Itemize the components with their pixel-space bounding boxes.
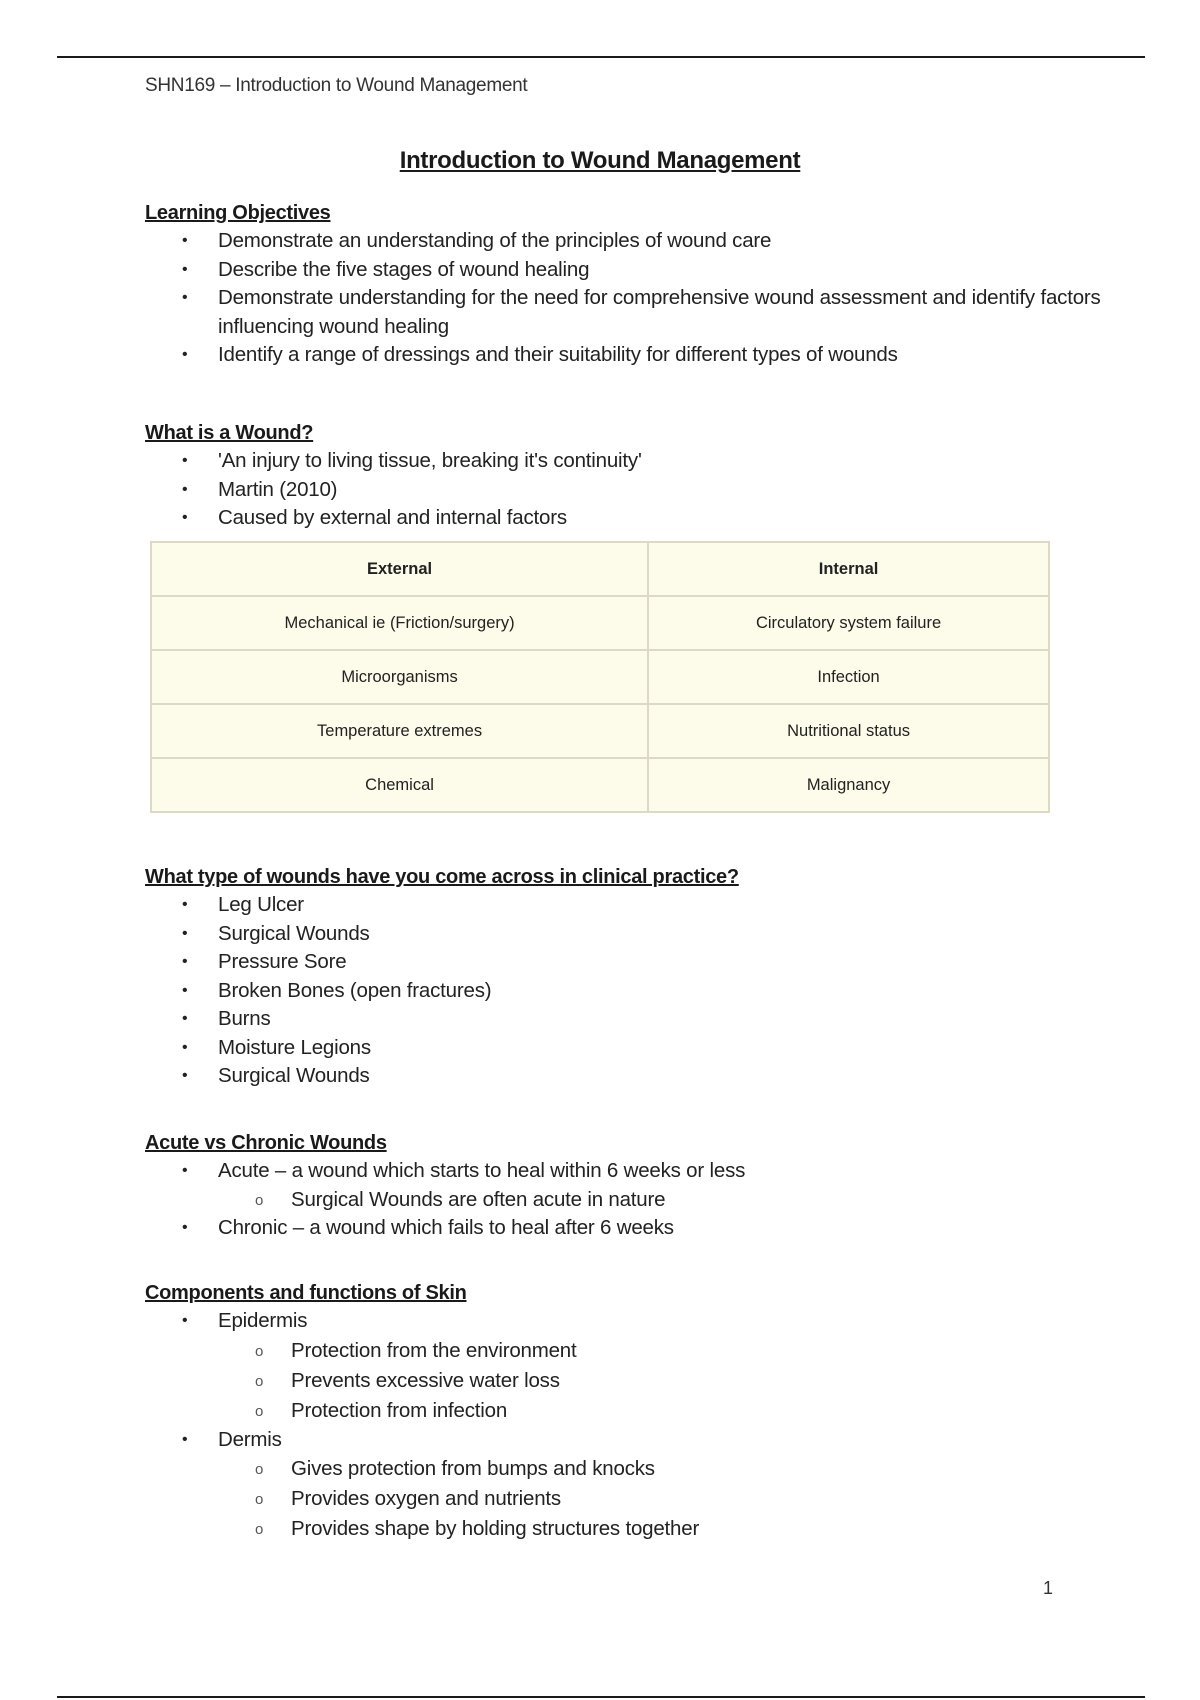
list-item: • Demonstrate understanding for the need for comprehensive wound assessment and identify factors influencing wound healing — [182, 286, 1101, 338]
footer-rule — [57, 1696, 1145, 1698]
table-cell: Chemical — [151, 758, 648, 812]
list-item: • Demonstrate an understanding of the principles of wound care — [145, 227, 1118, 256]
bullet-list — [145, 1307, 699, 1544]
table-header-row — [151, 542, 1049, 596]
table-row — [151, 758, 1049, 812]
table-cell: Circulatory system failure — [648, 596, 1049, 650]
bullet-icon: • — [182, 509, 188, 526]
list-item: • Dermis o Gives protection from bumps and knocks o Provides oxygen and nutrients o Provides shape by holding structures together — [145, 1426, 699, 1545]
table-row — [151, 650, 1049, 704]
list-item: • Martin (2010) — [145, 476, 642, 505]
table-row — [151, 596, 1049, 650]
section-skin — [145, 1279, 699, 1544]
sub-bullet-icon: o — [255, 1461, 264, 1478]
sub-bullet-icon: o — [255, 1491, 264, 1508]
column-header-internal: Internal — [648, 542, 1049, 596]
bullet-icon: • — [182, 1430, 188, 1448]
page-number: 1 — [1043, 1578, 1054, 1598]
bullet-icon: • — [182, 289, 188, 306]
bullet-icon: • — [182, 896, 188, 913]
sub-list-item: o Protection from the environment — [218, 1336, 699, 1366]
table-cell: Mechanical ie (Friction/surgery) — [151, 596, 648, 650]
list-item: • Caused by external and internal factors — [145, 504, 642, 533]
sub-bullet-icon: o — [255, 1402, 264, 1420]
bullet-icon: • — [182, 953, 188, 970]
bullet-icon: • — [182, 1010, 188, 1027]
list-item: • Identify a range of dressings and their suitability for different types of wounds — [145, 341, 1118, 370]
wound-factors-table — [150, 541, 1050, 813]
section-what-is-wound — [145, 419, 642, 533]
list-item: • Broken Bones (open fractures) — [145, 977, 739, 1006]
bullet-list — [145, 447, 642, 533]
bullet-list — [145, 1157, 745, 1242]
list-item: • Describe the five stages of wound healing — [145, 256, 1118, 285]
list-item: • Acute – a wound which starts to heal within 6 weeks or less o Surgical Wounds are often acute in nature — [145, 1157, 745, 1214]
bullet-icon: • — [182, 480, 188, 498]
table-row — [151, 704, 1049, 758]
sub-bullet-icon: o — [255, 1191, 264, 1209]
sub-bullet-icon: o — [255, 1372, 264, 1390]
sub-list-item: o Provides oxygen and nutrients — [218, 1484, 699, 1514]
bullet-icon: • — [182, 981, 188, 999]
sub-list-item: o Protection from infection — [218, 1396, 699, 1426]
list-item: • Epidermis o Protection from the environment o Prevents excessive water loss o Protection from infection — [145, 1307, 699, 1426]
section-heading: What is a Wound? — [145, 422, 314, 444]
sub-list-item: o Provides shape by holding structures together — [218, 1514, 699, 1544]
section-acute-chronic — [145, 1129, 745, 1242]
sub-bullet-list — [218, 1336, 699, 1426]
list-item: • 'An injury to living tissue, breaking it's continuity' — [145, 447, 642, 476]
section-learning-objectives — [145, 199, 1118, 370]
column-header-external: External — [151, 542, 648, 596]
section-heading: Components and functions of Skin — [145, 1282, 467, 1304]
bullet-icon: • — [182, 260, 188, 278]
sub-bullet-list — [218, 1454, 699, 1544]
document-title — [0, 147, 1200, 175]
list-item: • Leg Ulcer — [145, 891, 739, 920]
bullet-icon: • — [182, 452, 188, 469]
list-item: • Burns — [145, 1005, 739, 1034]
list-item: • Moisture Legions — [145, 1034, 739, 1063]
bullet-list — [145, 891, 739, 1091]
bullet-icon: • — [182, 232, 188, 249]
bullet-icon: • — [182, 346, 188, 363]
table-cell: Nutritional status — [648, 704, 1049, 758]
sub-list-item: o Surgical Wounds are often acute in nature — [218, 1186, 745, 1214]
sub-list-item: o Gives protection from bumps and knocks — [218, 1454, 699, 1484]
section-heading: Acute vs Chronic Wounds — [145, 1132, 387, 1154]
sub-bullet-icon: o — [255, 1342, 264, 1360]
bullet-icon: • — [182, 1038, 188, 1056]
sub-list-item: o Prevents excessive water loss — [218, 1366, 699, 1396]
table-cell: Temperature extremes — [151, 704, 648, 758]
section-wound-types — [145, 863, 739, 1091]
document-title-text: Introduction to Wound Management — [399, 147, 801, 174]
section-heading: What type of wounds have you come across in clinical practice? — [145, 866, 739, 888]
running-header: SHN169 – Introduction to Wound Management — [145, 75, 528, 96]
table-cell: Infection — [648, 650, 1049, 704]
sub-bullet-list — [218, 1186, 745, 1214]
bullet-icon: • — [182, 1312, 188, 1329]
bullet-icon: • — [182, 1218, 188, 1236]
list-item: • Surgical Wounds — [145, 1062, 739, 1091]
bullet-list — [145, 227, 1118, 370]
bullet-icon: • — [182, 924, 188, 942]
table-cell: Microorganisms — [151, 650, 648, 704]
section-heading: Learning Objectives — [145, 202, 331, 224]
table-cell: Malignancy — [648, 758, 1049, 812]
header-rule — [57, 56, 1145, 58]
bullet-icon: • — [182, 1067, 188, 1084]
list-item: • Pressure Sore — [145, 948, 739, 977]
bullet-icon: • — [182, 1162, 188, 1179]
list-item: • Chronic – a wound which fails to heal after 6 weeks — [145, 1214, 745, 1243]
sub-bullet-icon: o — [255, 1521, 264, 1538]
list-item: • Surgical Wounds — [145, 920, 739, 949]
